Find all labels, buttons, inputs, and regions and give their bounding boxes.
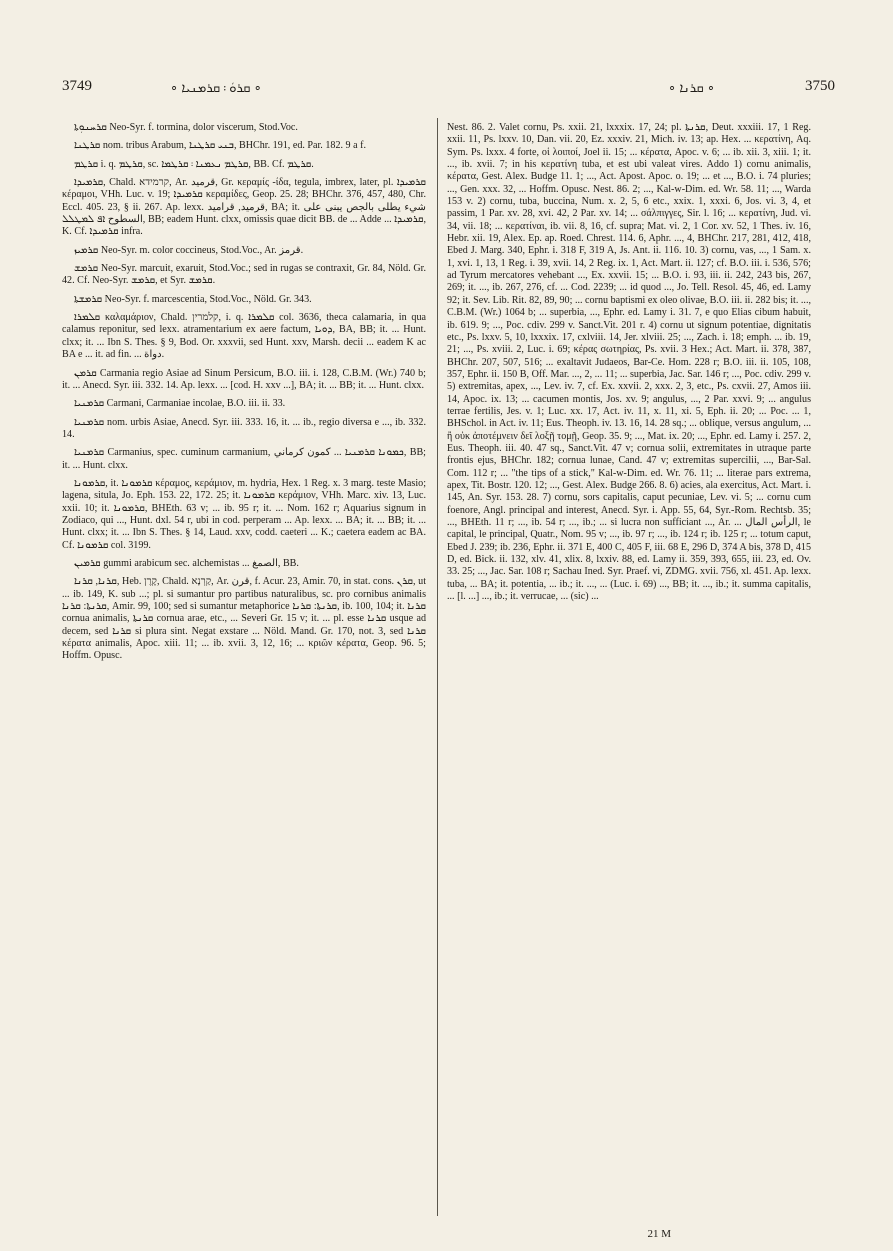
- dictionary-entry: ܩܪܡܢ Carmania regio Asiae ad Sinum Persicum, B.O. iii. i. 128, C.B.M. (Wr.) 740 b; it. ... Anecd. Syr. iii. 332. 14. Ap. lexx. ... [cod. H. xxv ...], BA; it. ... BB; it. ... Hunt. clxx.: [62, 367, 426, 391]
- dictionary-entry: ܩܪܡܫ Neo-Syr. marcuit, exaruit, Stod.Voc.; sed in rugas se contraxit, Gr. 84, Nöld. Gr. 42. Cf. Neo-Syr. ܩܪܡܫ, et Syr. ܩܪܡܫ.: [62, 263, 426, 287]
- signature-mark: 21 M: [647, 1228, 671, 1240]
- dictionary-entry: ܩܪܡܝܙ Neo-Syr. m. color coccineus, Stod.Voc., Ar. قرمز.: [74, 244, 304, 256]
- right-column: [447, 118, 811, 1216]
- column-divider: [437, 118, 438, 1216]
- right-running-head: ∘ ܩܪܢܐ ∘: [667, 80, 715, 95]
- left-page-number: 3749: [62, 78, 92, 94]
- dictionary-entry: ܩܪܚܢܘܼܬܐ Neo-Syr. f. tormina, dolor viscerum, Stod.Voc.: [74, 122, 298, 133]
- right-page-number: 3750: [805, 78, 835, 94]
- text-columns: [62, 118, 838, 1216]
- dictionary-entry: ܩܪܡܘܢܐ, it. ܩܪܡܘܢܐ κέραμος, κεράμιον, m. hydria, Hex. 1 Reg. x. 3 marg. teste Masio; lagena, situla, Jo. Eph. 153. 22, 172. 25; it. ܩܪܡܘܢܐ κεράμιον, VHh. Marc. xiv. 13, Luc. xxii. 10; it. ܩܪܡܘܢܐ, BHEth. 63 v; ... ib. 95 r; it. ... Nom. 162 r; Aquarius signum in Zodiaco, qui ..., Hunt. dxl. 54 r, ubi in cod. perperam ... Ap. lexx. ... BA; it. ... BB; it. ... Hunt. clxx; it. ... Ibn S. Thes. § 14, Laud. xxv, codd. caeteri ... K.; caetera eadem ac BA. Cf. ܩܪܡܘܢܐ col. 3199.: [62, 477, 426, 551]
- dictionary-entry: ܩܪܡܝܕܐ, Chald. קרמידא, Ar. قرميد, Gr. κεραμίς -ίδα, tegula, imbrex, later, pl. ܩܪܡܝܕܐ κέραμοι, VHh. Luc. v. 19; ܩܪܡܝܕܐ κεραμίδες, Geop. 25. 28; BHChr. 376, 457, 480, Chr. Eccl. 405. 23, § ii. 267. Ap. lexx. قرميد, قراميد, BA; it. شيء يطلى بالجص يبنى على السطوح ܐܦ ܠܡܛܠܠ, BB; eadem Hunt. clxx, omissis quae dicit BB. de ... Adde ... ܩܪܡܝܕܐ, K. Cf. ܩܪܡܝܕܐ infra.: [62, 177, 426, 238]
- dictionary-entry: ܩܪܛܡ i. q. ܩܪܛܡ, sc. ܩܪܛܡ ܢܥܡܢܐ ܃ ܩܪܛܡܐ, BB. Cf. ܩܪܛܡ.: [74, 158, 314, 170]
- dictionary-entry: ܩܪܡܢܝܐ nom. urbis Asiae, Anecd. Syr. iii. 333. 16, it. ... ib., regio diversa e ..., ib. 332. 14.: [62, 416, 426, 440]
- dictionary-entry: ܩܠܡܪܐ καλαμάριον, Chald. קלמרין, i. q. ܩܠܡܪܐ col. 3636, theca calamaria, in qua calamus reponitur, sed lexx. atramentarium ex aere factum, ܕܘܝܐ, BA, BB; it. ... Hunt. clxx; it. ... Ibn S. Thes. § 9, Bod. Or. xxxvii, sed Hunt. xxv, Marsh. decii ... eadem K ac BA e ... it. ad fin. ... دواة.: [62, 312, 426, 361]
- dictionary-entry: Nest. 86. 2. Valet cornu, Ps. xxii. 21, lxxxix. 17, 24; pl. ܩܪܢܬܐ, Deut. xxxiii. 17, 1 Reg. xxii. 11, Ps. lxxv. 10, Dan. vii. 20, Ez. xxxiv. 21, Mich. iv. 13; ap. Hex. ... κερατίνη, Aq. Sym. Ps. lxxx. 4 forte, οἱ λοιποί, Joel ii. 15; ... κέρατα, Apoc. v. 6; ... ib. xii. 3, xiii. 1; it. ..., ib. xvii. 7; in his κερατίνη tuba, et est ubi valeat vires. Addo 1) cornu animalis, κέρατα, Gest. Alex. Budge 11. 1; ..., Act. Apost. Apoc. o. 19; ... et ..., B.O. i. 74 pluries; ..., Gen. xxx. 32, ... Hoffm. Opusc. Nest. 86. 2; ..., Kal-w-Dim. ed. Wr. 58. 11; ..., Warda 153 v. 2) cornu, tuba, buccina, Num. x. 2, 5, 6 etc., xxix. 1, xxxi. 6, Jos. vi. 3, 4, et passim, 1 Par. xv. 28, xvi. 42, 2 Par. xv. 14; ... σάλπιγγες, Sir. l. 16; ... κερατίνη, Jud. vi. 34, vii. 18; ... κερατίναι, ib. vii. 8, 16, cf. supra; Mat. vi. 2, 1 Cor. xv. 52, 1 Thes. iv. 16, Hebr. xii. 19, Alex. Ep. ap. Roed. Chrest. 114. 6, Aphr. ..., 4, BHChr. 217, 281, 412, 418, Ebed J. Marg. 340, Ephr. i. 318 F, 319 A, Js. Ant. ii. 116. 10. 3) cornu, vas, ..., 1 Sam. x. 1, xvi. 1, 13, 1 Reg. i. 39, xvii. 14, 2 Reg. ix. 1, Act. Mart. ii. 127; cf. B.O. iii. i. 536, 576; ad Tyrum mercatores vehebant ..., Ex. xxvii. 15; ... B.O. i. 93, iii. ii. 242, 243 bis, 267, 269; it. ..., ib. 267, 276, cf. ... Cod. 2239; ... id quod ..., Jo. Tell. Resol. 45, 46, ed. Lamy 92; it. Sev. Lib. Rit. 82, 89, 90; ... cornu baptismi ex oleo olivae, B.O. iii. ii. 282 bis; it. ..., C.B.M. (Wr.) 1064 b; ... superbia, ..., Ephr. ed. Lamy i. 31. 7, e quo Elias cibum habuit, ib. 619. 9; ..., Poc. cdiv. 299 v. Sanct.Vit. 201 r. 4) cornu ut signum potentiae, dignitatis etc., Ps. lxxv. 5, 10, lxxxix. 17, cxlviii. 14, Jer. xlviii. 25; ..., Zach. i. 18; emph. ... ib. 19, 21; ..., Ps. xviii. 2, Luc. i. 69; κέρας σωτηρίας, Ps. xvii. 3 Hex.; Act. Mart. ii. 378, 387, BHChr. 207, 507, 516; ... exaltavit Judaeos, Bar-Ce. Hom. 228 r; B.O. iii. ii. 105, 108, 357, Ephr. ii. 150 B, Off. Mar. ..., 2, ... 11; ... superbia, Jac. Sar. 146 r; ..., Poc. cdiv. 299 v. 5) extremitas, apex, ..., Lev. iv. 7, cf. Ex. xxvii. 2, xxx. 2, 3, etc., Ps. cxvii. 27, Amos iii. 14, Apoc. ix. 13; ... cacumen montis, Jos. xv. 9; angulus, ..., 2 Par. xxvi. 9; ... angulus terrae fertilis, Jes. v. 1; Luc. xx. 17, Act. iv. 11, x. 11, xi. 5, Eph. ii. 20; ... Poc. ... 1, BHSchol. in Act. iv. 11; Eus. Theoph. iv. 13. 16, 14. 28 sq.; ... oblique, versus angulum, ... ἢ οὐκ ἀποτέμνειν δεῖ λοξῇ τομῇ, Geop. 35. 9; ..., Mat. ix. 20; ..., Ephr. ed. Lamy i. 257. 2, Eus. Theoph. iii. 40. 47 sq., Sanct.Vit. 47 v; cornua solii, extremitates in utraque parte frontis ejus, BHChr. 182; cornua lunae, Cand. 47 v; extremitas supercilii, ..., Bar-Sal. Com. 112 r; ... "the tips of a stick," Kal-w-Dim. ed. Wr. 76. 11; ... literae pars extrema, apex, Tit. Bostr. 120. 12; ..., Gest. Alex. Budge 266. 8. 6) acies, ala exercitus, Act. Mart. i. 145, An. Syr. 153. 28. 7) cornu, sors capitalis, caput pecuniae, Lev. vi. 5; ... cornu cum foenore, Angl. principal and interest, Anecd. Syr. i. App. 55, 64, Syr.-Rom. Rechtsb. 35; ..., BHEth. 11 r; ..., ib. 54 r; ..., ib.; ... si lucra non sufficiant ..., Ar. ... الرأس المال, le capital, le principal, Quatr., Nom. 95 v; ..., ib. 97 r; ..., ib. 124 r; ib. 125 r; ... totum caput, Ebed J. 239; ib. 236, Ephr. ii. 371 E, 400 C, 405 F, iii. 68 E, 296 D, 374 A bis, 378 D, 415 D, ed. Bick. ii. 132, xlv. 41, xlix. 8, lxxiv. 88, ed. Lamy ii. 359, 393, 655, iii. 23, ed. Ov. 33. 25; ..., Jac. Sar. 108 r; Sachau Ined. Syr. Praef. vi, ZDMG. xvii. 756, xl. 451. Ap. lexx. tuba, ... BA; it. potentia, ... ib.; it. ..., ... (Luc. i. 69) ..., BB; it. ..., ib.; it. summa capitalis, ... [l. ...] ..., ib.; it. verrucae, ... (sic) ...: [447, 122, 811, 603]
- left-column: [62, 118, 426, 1216]
- running-header: [62, 78, 835, 102]
- left-running-head: ∘ ܩܪܘܿ ܃ ܩܪܡܢܝܐ ∘: [170, 80, 262, 95]
- dictionary-entry: ܩܪܢܐ, ܩܪܢܐ, Heb. קֶרֶן, Chald. קַרְנָא, Ar. قرن, f. Acur. 23, Amir. 70, in stat. cons. ܩܪܢ, ut ... ib. 149, K. sub ...; pl. si sumantur pro partibus naturalibus, sc. pro cornibus animalis ܩܪܢܬܐ: ܩܪܢܐ, Amir. 99, 100; sed si sumantur metaphorice ܩܪܢܬܐ: ܩܪܢܐ, ib. 100, 104; it. ܩܪܢܐ cornua animalis, ܩܪܢܬܐ cornua arae, etc., ... Severi Gr. 15 v; it. ... pl. esse ܩܪܢܐ usque ad decem, sed ܩܪܢܐ si plura sint. Negat exstare ... Nöld. Mand. Gr. 170, not. 3, sed ܩܪܢܐ κέρατα animalis, Apoc. xiii. 11; ... ib. xvii. 3, 12, 16; ... κριῶν κέρατα, Geop. 96. 5; Hoffm. Opusc.: [62, 576, 426, 662]
- dictionary-entry: ܩܪܡܢܝܐ Carmani, Carmaniae incolae, B.O. iii. ii. 33.: [74, 398, 286, 410]
- dictionary-entry: ܩܪܛܢܐ nom. tribus Arabum, ܒܢܝ ܩܪܛܢܐ, BHChr. 191, ed. Par. 182. 9 a f.: [74, 140, 367, 152]
- dictionary-entry: ܩܪܡܫܬܐ Neo-Syr. f. marcescentia, Stod.Voc., Nöld. Gr. 343.: [74, 293, 312, 305]
- dictionary-entry: ܩܪܡܝܢ gummi arabicum sec. alchemistas ... الصمغ, BB.: [74, 557, 299, 569]
- dictionary-entry: ܩܪܡܢܝܐ Carmanius, spec. cuminum carmanium, ܟܡܘܢܐ ܩܪܡܢܝܐ ... كمون كرماني, BB; it. ... Hunt. clxx.: [62, 447, 426, 471]
